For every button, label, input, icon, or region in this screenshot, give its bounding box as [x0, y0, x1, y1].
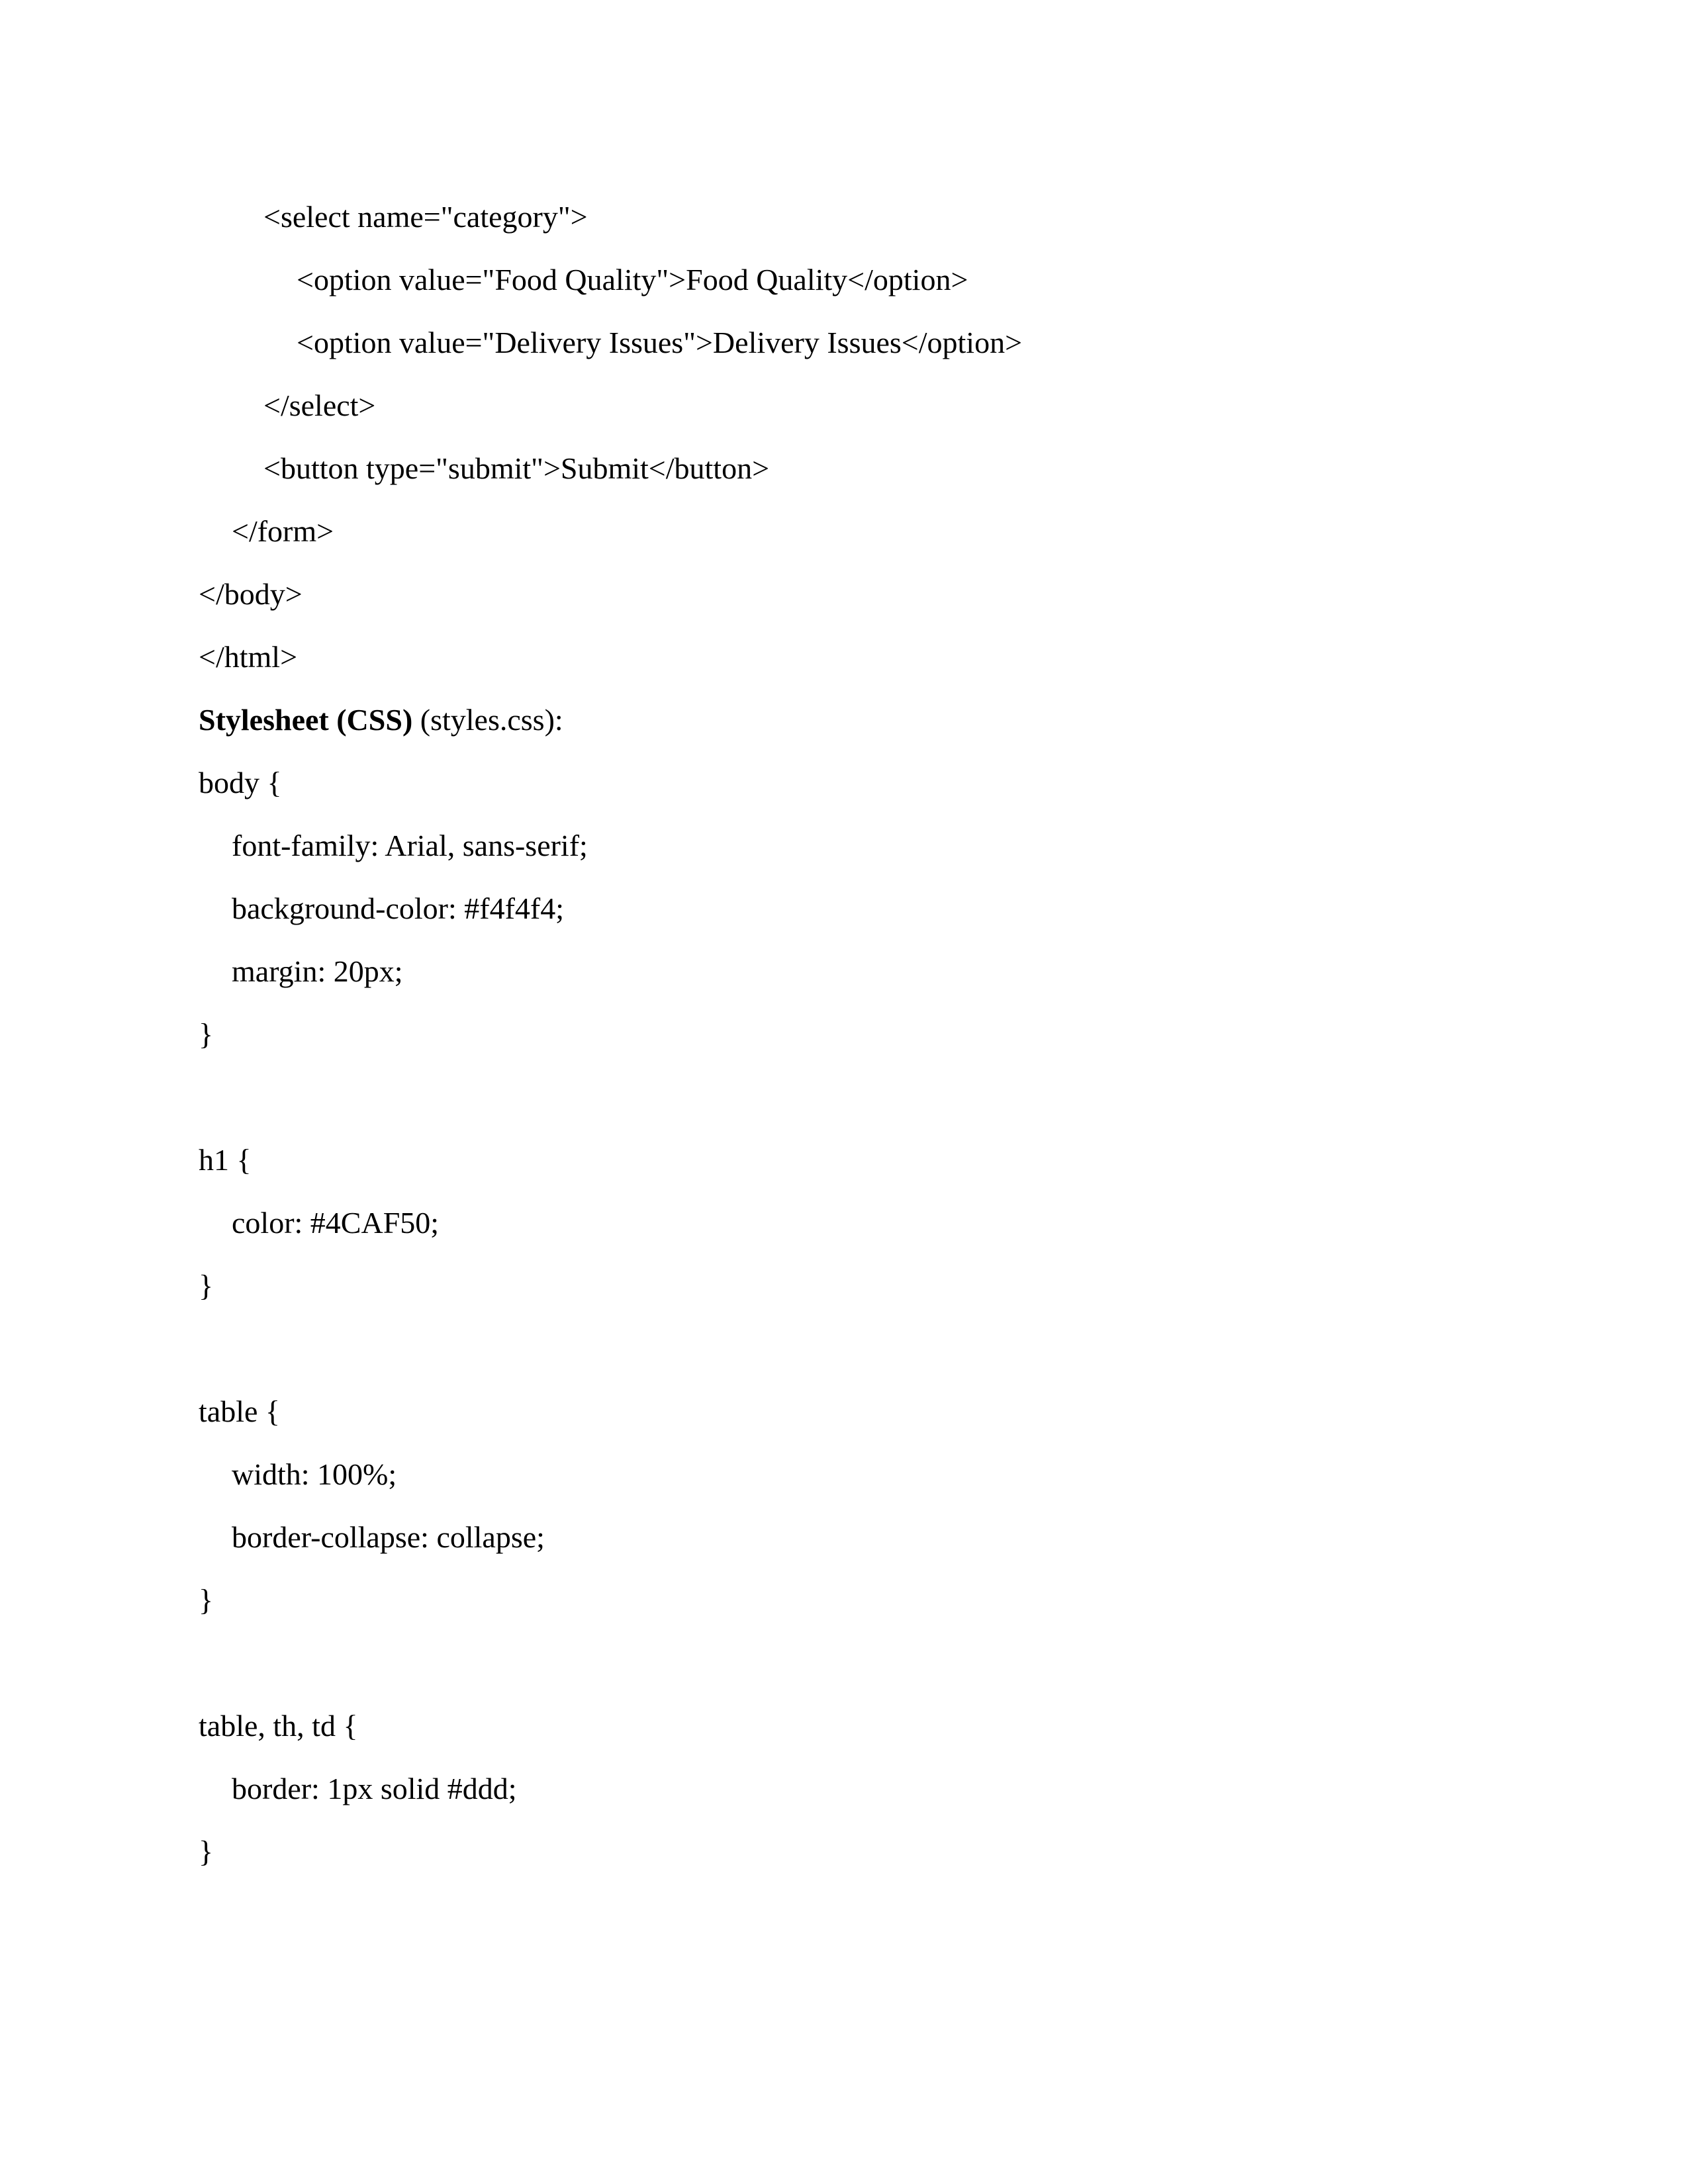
code-line-html-close: </html> [199, 640, 298, 674]
code-line-submit-button: <button type="submit">Submit</button> [263, 451, 770, 485]
css-line-h1-open: h1 { [199, 1143, 252, 1177]
css-line-table-width: width: 100%; [232, 1457, 397, 1491]
code-line-option-delivery-issues: <option value="Delivery Issues">Delivery Issues</option> [297, 326, 1023, 359]
code-line-form-close: </form> [232, 514, 334, 548]
css-line-body-close: } [199, 1017, 214, 1051]
css-line-h1-close: } [199, 1269, 214, 1302]
code-line-option-food-quality: <option value="Food Quality">Food Quality</option> [297, 263, 968, 296]
css-line-border: border: 1px solid #ddd; [232, 1772, 517, 1805]
css-line-table-close: } [199, 1583, 214, 1617]
css-line-background-color: background-color: #f4f4f4; [232, 891, 565, 925]
code-line-select-close: </select> [263, 388, 376, 422]
css-line-h1-color: color: #4CAF50; [232, 1206, 440, 1240]
css-line-body-open: body { [199, 766, 282, 799]
css-line-font-family: font-family: Arial, sans-serif; [232, 829, 588, 862]
stylesheet-heading [199, 702, 563, 739]
css-line-border-collapse: border-collapse: collapse; [232, 1520, 545, 1554]
css-line-table-th-td-open: table, th, td { [199, 1709, 358, 1743]
code-line-select-open: <select name="category"> [263, 200, 588, 234]
css-line-margin: margin: 20px; [232, 954, 403, 988]
code-line-body-close: </body> [199, 577, 303, 611]
stylesheet-heading-label: Stylesheet (CSS) [199, 703, 413, 737]
stylesheet-heading-filename: (styles.css): [412, 703, 563, 737]
css-line-table-th-td-close: } [199, 1835, 214, 1868]
css-line-table-open: table { [199, 1394, 280, 1428]
